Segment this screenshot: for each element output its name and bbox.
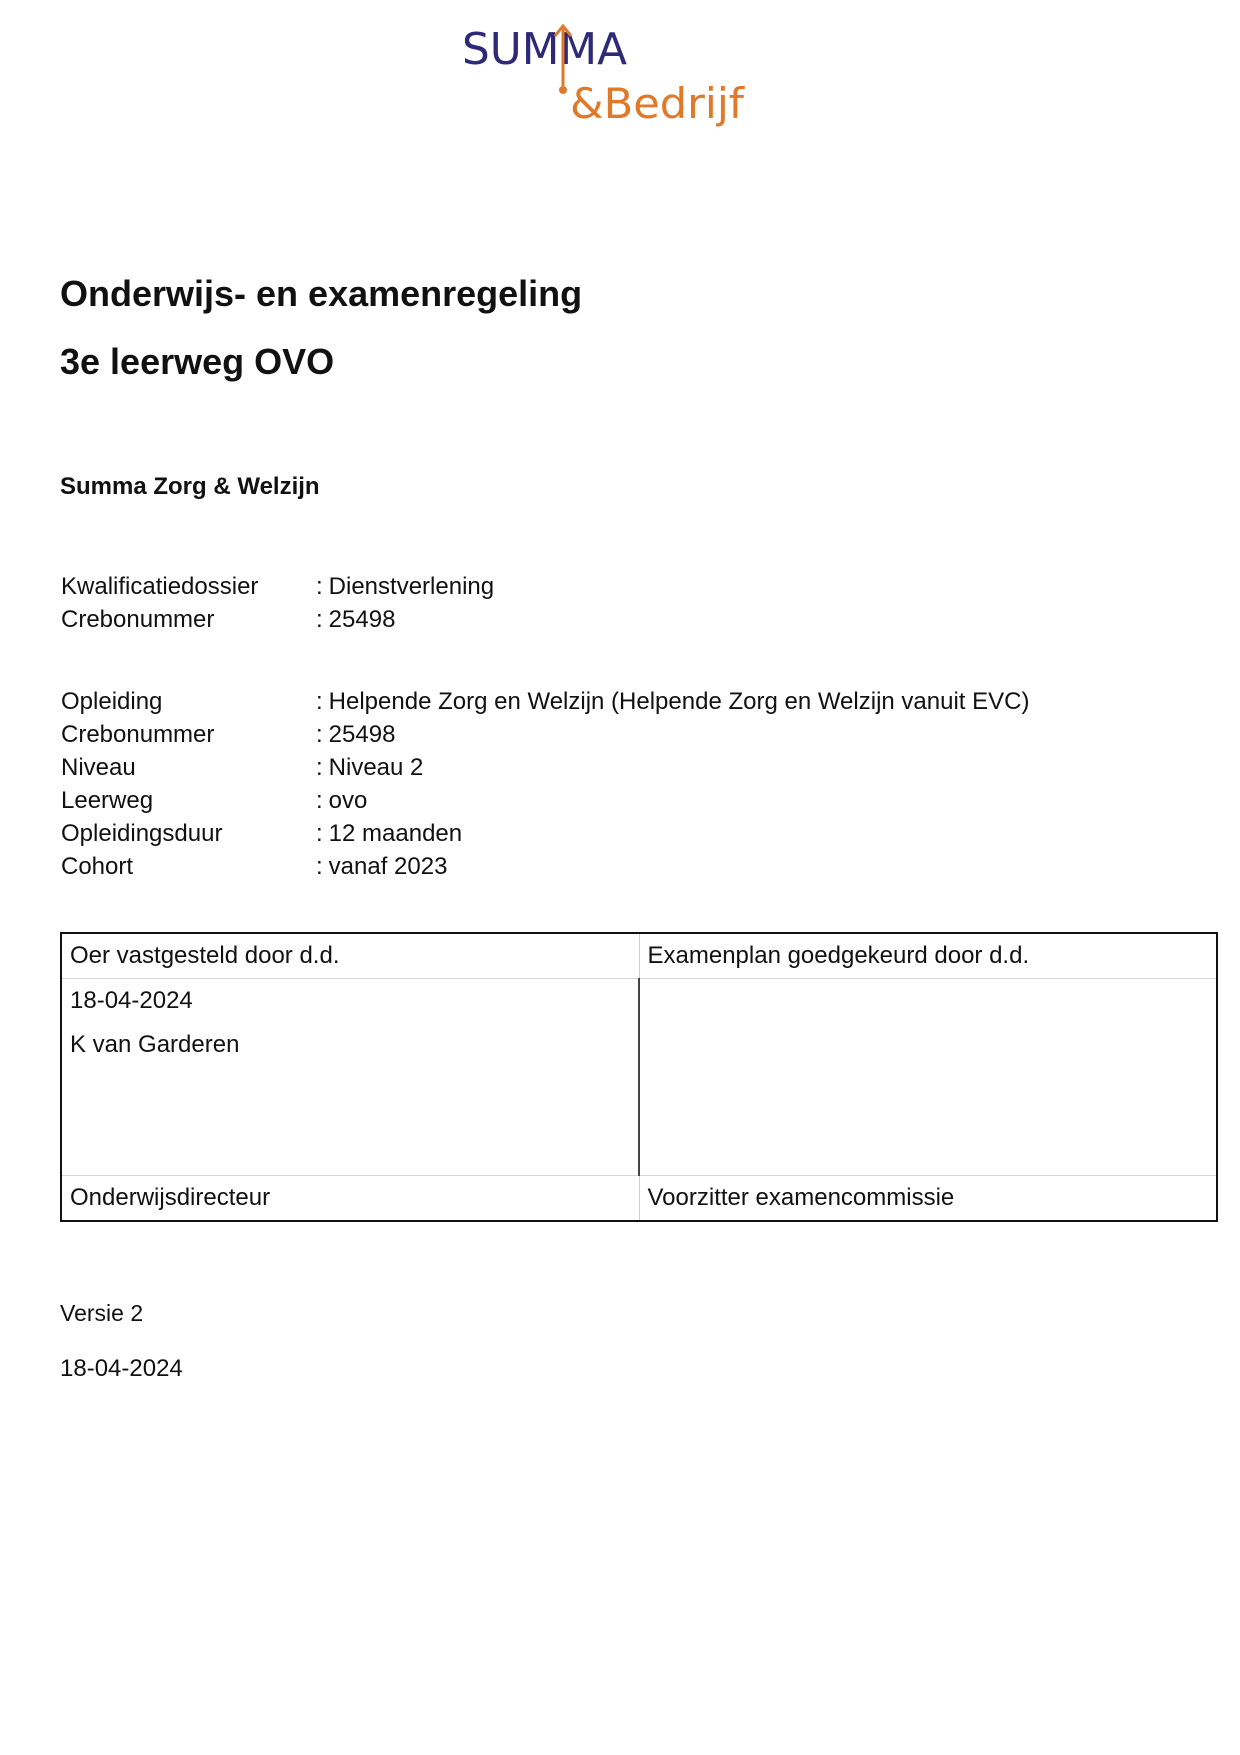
info-value: vanaf 2023 bbox=[328, 853, 448, 880]
info-value: Helpende Zorg en Welzijn (Helpende Zorg en Welzijn vanuit EVC) bbox=[328, 688, 1030, 715]
oer-signature-cell bbox=[61, 979, 639, 1176]
info-value: ovo bbox=[328, 787, 368, 814]
onderwijsdirecteur-role: Onderwijsdirecteur bbox=[61, 1176, 639, 1222]
info-label: Kwalificatiedossier bbox=[61, 573, 259, 600]
info-row-crebonummer bbox=[61, 718, 1029, 751]
approval-table bbox=[60, 932, 1218, 1222]
info-separator: : bbox=[316, 688, 323, 715]
info-label: Opleidingsduur bbox=[61, 820, 223, 847]
version-label: Versie 2 bbox=[60, 1300, 144, 1326]
info-label: Crebonummer bbox=[61, 721, 215, 748]
info-value: 25498 bbox=[328, 721, 396, 748]
logo-summa-text: SUMMA bbox=[462, 24, 627, 75]
logo-bedrijf-text: &Bedrijf bbox=[570, 79, 746, 128]
info-label: Cohort bbox=[61, 853, 134, 880]
info-row-niveau bbox=[61, 751, 1029, 784]
info-label: Niveau bbox=[61, 754, 136, 781]
info-label: Crebonummer bbox=[61, 606, 215, 633]
info-row-leerweg bbox=[61, 784, 1029, 817]
info-separator: : bbox=[316, 853, 323, 880]
info-separator: : bbox=[316, 820, 323, 847]
info-row-opleiding bbox=[61, 685, 1029, 718]
approval-table-header-row bbox=[61, 933, 1217, 979]
info-separator: : bbox=[316, 573, 323, 600]
approval-table-role-row bbox=[61, 1176, 1217, 1222]
oer-signer-name: K van Garderen bbox=[70, 1031, 240, 1058]
info-separator: : bbox=[316, 787, 323, 814]
summa-bedrijf-logo bbox=[462, 18, 762, 128]
info-separator: : bbox=[316, 606, 323, 633]
info-row-crebonummer bbox=[61, 603, 494, 636]
examenplan-header-cell: Examenplan goedgekeurd door d.d. bbox=[639, 933, 1217, 979]
organization-name: Summa Zorg & Welzijn bbox=[60, 473, 320, 500]
info-row-cohort bbox=[61, 850, 1029, 883]
info-row-kwalificatiedossier bbox=[61, 570, 494, 603]
document-subtitle: 3e leerweg OVO bbox=[60, 341, 335, 382]
voorzitter-role: Voorzitter examencommissie bbox=[639, 1176, 1217, 1222]
examenplan-signature-cell bbox=[639, 979, 1217, 1176]
info-value: 12 maanden bbox=[328, 820, 463, 847]
info-separator: : bbox=[316, 721, 323, 748]
approval-table-signature-row bbox=[61, 979, 1217, 1176]
qualification-info bbox=[61, 570, 494, 636]
info-value: Dienstverlening bbox=[328, 573, 495, 600]
info-label: Opleiding bbox=[61, 688, 163, 715]
version-date: 18-04-2024 bbox=[60, 1355, 183, 1382]
info-separator: : bbox=[316, 754, 323, 781]
info-value: 25498 bbox=[328, 606, 396, 633]
program-info bbox=[61, 685, 1029, 883]
document-title: Onderwijs- en examenregeling bbox=[60, 273, 583, 314]
oer-date: 18-04-2024 bbox=[70, 987, 193, 1014]
info-label: Leerweg bbox=[61, 787, 154, 814]
info-value: Niveau 2 bbox=[328, 754, 424, 781]
logo-graphic bbox=[462, 18, 762, 128]
info-row-opleidingsduur bbox=[61, 817, 1029, 850]
oer-header-cell: Oer vastgesteld door d.d. bbox=[61, 933, 639, 979]
